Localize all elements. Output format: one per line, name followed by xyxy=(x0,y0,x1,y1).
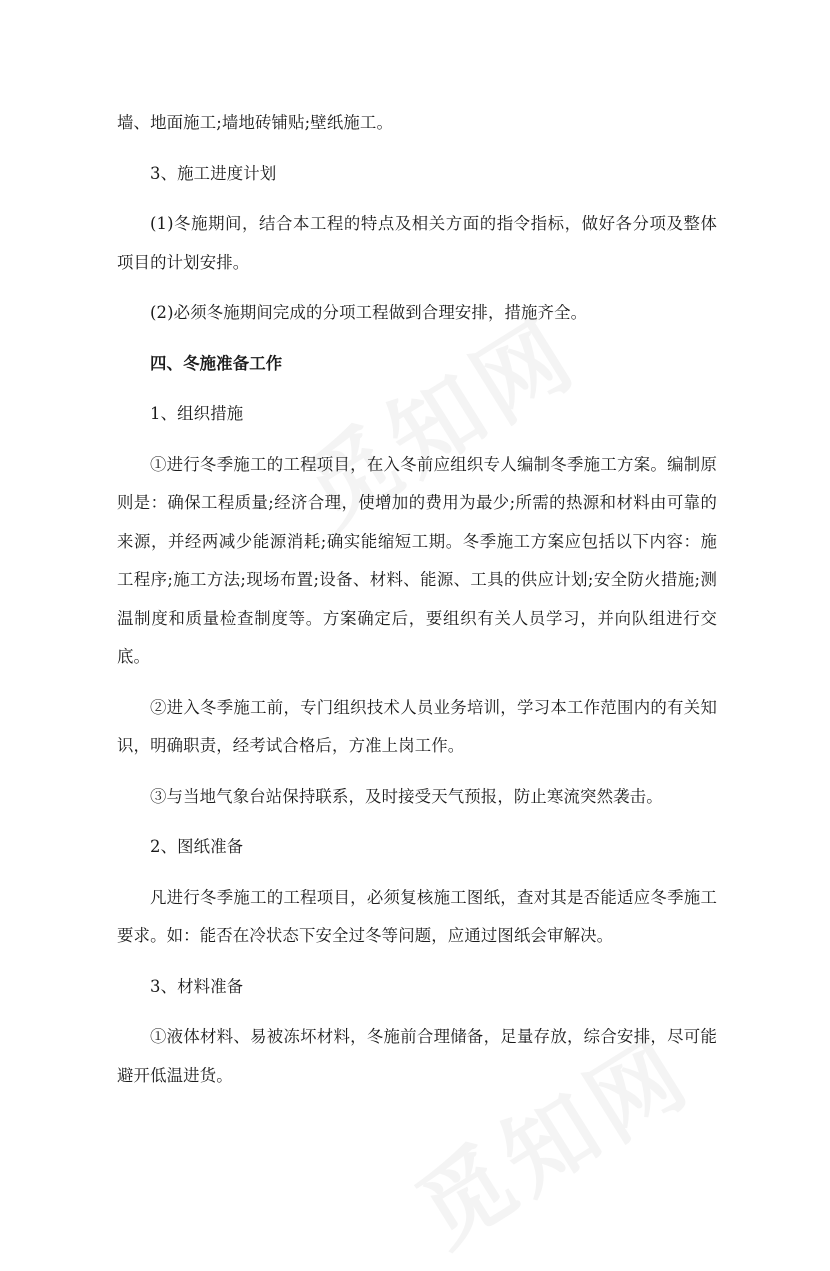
paragraph-schedule-2: (2)必须冬施期间完成的分项工程做到合理安排，措施齐全。 xyxy=(150,303,588,322)
document-body xyxy=(117,104,717,1107)
section-heading-preparation: 四、冬施准备工作 xyxy=(150,353,283,373)
subheading-drawings: 2、图纸准备 xyxy=(150,837,244,856)
paragraph-schedule-1: (1)冬施期间，结合本工程的特点及相关方面的指令指标，做好各分项及整体项目的计划安排。 xyxy=(117,214,717,272)
paragraph-materials-1: ①液体材料、易被冻坏材料，冬施前合理储备，足量存放，综合安排，尽可能避开低温进货。 xyxy=(117,1027,717,1085)
paragraph-continuation: 墙、地面施工;墙地砖铺贴;壁纸施工。 xyxy=(117,113,393,132)
paragraph-organization-1: ①进行冬季施工的工程项目，在入冬前应组织专人编制冬季施工方案。编制原则是：确保工程质量;经济合理，使增加的费用为最少;所需的热源和材料由可靠的来源，并经两减少能源消耗;确实能缩短工期。冬季施工方案应包括以下内容：施工程序;施工方法;现场布置;设备、材料、能源、工具的供应计划;安全防火措施;测温制度和质量检查制度等。方案确定后，要组织有关人员学习，并向队组进行交底。 xyxy=(117,454,717,666)
paragraph-organization-3: ③与当地气象台站保持联系，及时接受天气预报，防止寒流突然袭击。 xyxy=(150,786,663,806)
paragraph-organization-2: ②进入冬季施工前，专门组织技术人员业务培训，学习本工作范围内的有关知识，明确职责，经考试合格后，方准上岗工作。 xyxy=(117,697,717,755)
subheading-organization: 1、组织措施 xyxy=(150,404,244,423)
subheading-materials: 3、材料准备 xyxy=(150,976,244,996)
paragraph-drawings: 凡进行冬季施工的工程项目，必须复核施工图纸，查对其是否能适应冬季施工要求。如：能否在冷状态下安全过冬等问题，应通过图纸会审解决。 xyxy=(117,887,717,945)
subheading-schedule: 3、施工进度计划 xyxy=(150,163,277,183)
